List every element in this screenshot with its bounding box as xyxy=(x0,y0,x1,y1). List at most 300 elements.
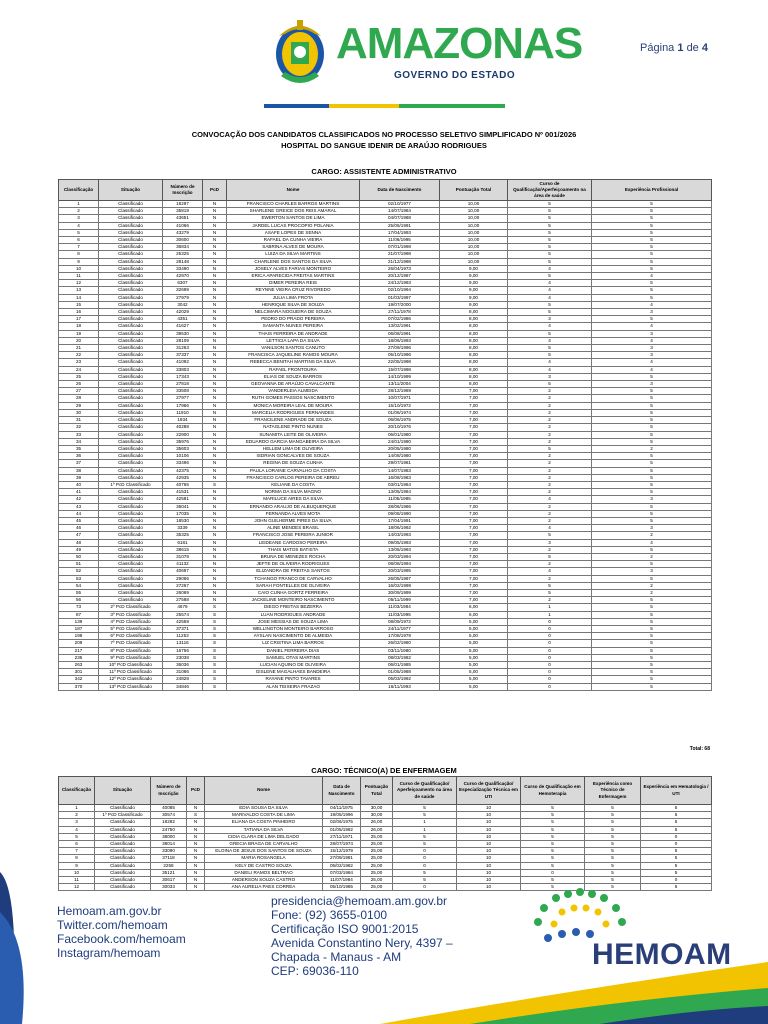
table-cell: N xyxy=(187,819,205,826)
table-cell: 13/02/1991 xyxy=(360,323,440,330)
table-cell: 10,00 xyxy=(440,251,508,258)
table-cell: 2 xyxy=(508,467,592,474)
table-cell: 5 xyxy=(521,826,585,833)
table-cell: 4 xyxy=(508,287,592,294)
table-cell: N xyxy=(203,525,227,532)
table-cell: ELOINA DE JESUS DOS SANTOS DE SOUZA xyxy=(205,848,323,855)
table-cell: N xyxy=(203,287,227,294)
table-cell: 8 xyxy=(59,855,95,862)
table-cell: 10,00 xyxy=(440,222,508,229)
table-cell: 0 xyxy=(508,676,592,683)
table-cell: 7,00 xyxy=(440,424,508,431)
table-row xyxy=(59,862,712,869)
table-cell: PEDRO DO PRADO PEREIRA xyxy=(227,316,360,323)
table-cell: 41066 xyxy=(163,222,203,229)
table-cell: 21 xyxy=(59,345,99,352)
table-cell: 31066 xyxy=(163,669,203,676)
table-cell: 5 xyxy=(592,633,712,640)
table-cell: 5 xyxy=(641,819,712,826)
table-cell: 87 xyxy=(59,611,99,618)
table-cell: 28148 xyxy=(163,258,203,265)
table-cell: CHARLENE DOS SANTOS DA SILVA xyxy=(227,258,360,265)
table-cell: 10 xyxy=(457,819,521,826)
table-cell: Classificado xyxy=(99,431,163,438)
table-row xyxy=(59,323,712,330)
table-cell: 9º PcD Classificado xyxy=(99,654,163,661)
table-cell: 5 xyxy=(393,869,457,876)
table-cell: 5 xyxy=(592,294,712,301)
table-cell: 2 xyxy=(508,388,592,395)
table-cell: Classificado xyxy=(99,453,163,460)
table-cell: Classificado xyxy=(99,323,163,330)
table-cell: 5 xyxy=(393,833,457,840)
table-cell: N xyxy=(203,503,227,510)
table-cell: 27588 xyxy=(163,597,203,604)
table-cell: JOHN GUILHERME PIRES DA SILVA xyxy=(227,517,360,524)
table-cell: 2 xyxy=(592,553,712,560)
table-cell: 30600 xyxy=(163,237,203,244)
footer-twitter[interactable]: Twitter.com/hemoam xyxy=(57,918,168,932)
table-cell: Classificado xyxy=(99,265,163,272)
footer-address: Avenida Constantino Nery, 4397 – xyxy=(271,936,453,950)
table-cell: Classificado xyxy=(95,805,151,812)
page-total: 4 xyxy=(701,42,708,54)
table-row xyxy=(59,496,712,503)
table-cell: N xyxy=(203,510,227,517)
table-cell: 18/06/1993 xyxy=(360,337,440,344)
table-cell: N xyxy=(203,373,227,380)
table-cell: 2 xyxy=(508,510,592,517)
table-cell: Classificado xyxy=(99,366,163,373)
column-header: Experiência Profissional xyxy=(592,180,712,201)
table-row xyxy=(59,273,712,280)
table-cell: 0 xyxy=(393,848,457,855)
table-row xyxy=(59,280,712,287)
table-cell: Classificado xyxy=(95,862,151,869)
table-cell: EDUARDO GARCIA MANGABEIRA DA SILVA xyxy=(227,438,360,445)
table-cell: 5 xyxy=(592,208,712,215)
table-cell: 18/06/1992 xyxy=(360,525,440,532)
table-cell: ALAN TEIXEIRA FRAZAO xyxy=(227,683,360,690)
table-row xyxy=(59,539,712,546)
table-row xyxy=(59,460,712,467)
table-cell: Classificado xyxy=(99,503,163,510)
table-cell: 7,00 xyxy=(440,395,508,402)
table-cell: VANDERLEIA ALMEIDA xyxy=(227,388,360,395)
table-cell: 34846 xyxy=(163,683,203,690)
table-cell: N xyxy=(187,833,205,840)
table-cell: 35976 xyxy=(163,438,203,445)
table-cell: 3 xyxy=(592,568,712,575)
table-cell: 01/05/1982 xyxy=(323,826,361,833)
table-cell: 51 xyxy=(59,561,99,568)
coat-of-arms-icon xyxy=(271,14,329,90)
footer-facebook[interactable]: Facebook.com/hemoam xyxy=(57,932,186,946)
table-cell: 18282 xyxy=(151,819,187,826)
table-row xyxy=(59,503,712,510)
table-cell: 20/10/1976 xyxy=(360,424,440,431)
table-cell: 13/11/2004 xyxy=(360,381,440,388)
table-cell: 25325 xyxy=(163,251,203,258)
table-cell: 5 xyxy=(508,222,592,229)
table-cell: 14/08/1980 xyxy=(360,453,440,460)
table-cell: 2 xyxy=(59,208,99,215)
table-cell: 5 xyxy=(592,265,712,272)
table-cell: MARILUCE AIRES DA SILVA xyxy=(227,496,360,503)
table-cell: 39530 xyxy=(163,330,203,337)
table-cell: N xyxy=(203,445,227,452)
table-cell: 11/03/1984 xyxy=(360,604,440,611)
table-cell: 5 xyxy=(592,647,712,654)
table-cell: RAYANE PINTO TAVARES xyxy=(227,676,360,683)
table-cell: N xyxy=(203,201,227,208)
table-cell: 25,00 xyxy=(361,869,393,876)
table-cell: 7,00 xyxy=(440,510,508,517)
table-cell: N xyxy=(203,395,227,402)
column-header: Nome xyxy=(205,777,323,805)
table-cell: 10 xyxy=(59,869,95,876)
table-cell: 4 xyxy=(508,294,592,301)
column-header: Situação xyxy=(95,777,151,805)
table-cell: 5 xyxy=(592,597,712,604)
footer-links xyxy=(57,904,186,960)
table-cell: 5 xyxy=(508,352,592,359)
table-cell: S xyxy=(187,812,205,819)
table-cell: KELIANE DA COSTA xyxy=(227,481,360,488)
table-cell: 5 xyxy=(592,662,712,669)
table-cell: 12 xyxy=(59,280,99,287)
table-cell: FRANCISCO JOSE PEREIRA JUNIOR xyxy=(227,532,360,539)
table-cell: 36041 xyxy=(163,503,203,510)
table-cell: 5 xyxy=(592,388,712,395)
table-cell: Classificado xyxy=(99,294,163,301)
table-cell: 5 xyxy=(592,280,712,287)
table-cell: 8º PcD Classificado xyxy=(99,647,163,654)
table-cell: 11 xyxy=(59,273,99,280)
page-of: de xyxy=(686,42,699,54)
table-cell: 21/12/1998 xyxy=(360,258,440,265)
table-cell: JARDEL LUCAS PROCOPIO POLANIA xyxy=(227,222,360,229)
table-cell: N xyxy=(203,539,227,546)
table-cell: THAIS FERREIRA DE ANDRADE xyxy=(227,330,360,337)
table-cell: 5,00 xyxy=(440,625,508,632)
table-cell: 2 xyxy=(508,453,592,460)
table-cell: 0 xyxy=(393,862,457,869)
table-cell: 16/11/1993 xyxy=(360,683,440,690)
table-cell: 35819 xyxy=(163,208,203,215)
table-cell: SABRINA ALVES DE MOURA xyxy=(227,244,360,251)
table-cell: 5 xyxy=(592,395,712,402)
table-cell: 2 xyxy=(508,438,592,445)
table-row xyxy=(59,330,712,337)
table-cell: 5 xyxy=(592,438,712,445)
column-header: Curso de Qualificação/ Aperfeiçoamento na área de saúde xyxy=(393,777,457,805)
table-cell: 5 xyxy=(641,812,712,819)
table-cell: 40697 xyxy=(163,568,203,575)
page-label: Página xyxy=(640,42,675,54)
table-cell: 3 xyxy=(592,381,712,388)
table-cell: N xyxy=(187,862,205,869)
table-cell: 0 xyxy=(641,833,712,840)
table-cell: 4 xyxy=(508,568,592,575)
table-cell: LUCIAN AQUINO DE OLIVEIRA xyxy=(227,662,360,669)
table-cell: 139 xyxy=(59,618,99,625)
table-cell: 7,00 xyxy=(440,474,508,481)
table-cell: MARIVALDO COSTA DE LIMA xyxy=(205,812,323,819)
table-cell: 26/05/1997 xyxy=(360,575,440,582)
table-cell: 10,00 xyxy=(440,237,508,244)
table-cell: Classificado xyxy=(99,553,163,560)
table-cell: 36036 xyxy=(163,662,203,669)
table-cell: 12 xyxy=(59,884,95,891)
table-cell: 05/10/1996 xyxy=(360,352,440,359)
table-cell: 0 xyxy=(393,884,457,891)
table-cell: 0 xyxy=(508,618,592,625)
table-cell: 36 xyxy=(59,453,99,460)
table-cell: RAFAEL FRONTOURA xyxy=(227,366,360,373)
table-cell: VANILSON SANTOS CANUTO xyxy=(227,345,360,352)
table-cell: 30/09/1999 xyxy=(360,589,440,596)
table-cell: GEOVANNA DE ARAÚJO CAVALCANTE xyxy=(227,381,360,388)
table-cell: N xyxy=(203,474,227,481)
table-cell: N xyxy=(203,467,227,474)
table-cell: 17/04/1991 xyxy=(360,517,440,524)
table-cell: Classificado xyxy=(99,287,163,294)
table-cell: MARCELIA RODRIGUES FERNANDES xyxy=(227,409,360,416)
table-cell: Classificado xyxy=(99,229,163,236)
table-cell: TATIANA DA SILVA xyxy=(205,826,323,833)
table-cell: 26/04/1973 xyxy=(360,265,440,272)
table-cell: 27977 xyxy=(163,395,203,402)
table-cell: 5 xyxy=(521,833,585,840)
table-cell: 7,00 xyxy=(440,431,508,438)
table-cell: N xyxy=(203,561,227,568)
footer-city: Chapada - Manaus - AM xyxy=(271,950,402,964)
table-cell: 01/05/1988 xyxy=(360,669,440,676)
column-header: Pontuação Total xyxy=(361,777,393,805)
table-cell: 4 xyxy=(592,301,712,308)
table-cell: 5,00 xyxy=(440,676,508,683)
table-cell: 5 xyxy=(641,855,712,862)
table-cell: 2 xyxy=(508,402,592,409)
table-cell: 2 xyxy=(508,409,592,416)
table-cell: 4679 xyxy=(163,604,203,611)
table-cell: 2 xyxy=(592,589,712,596)
table-cell: Classificado xyxy=(99,359,163,366)
table-cell: 30,00 xyxy=(361,812,393,819)
table-cell: Classificado xyxy=(95,826,151,833)
table-cell: 40288 xyxy=(163,424,203,431)
table-cell: N xyxy=(203,417,227,424)
table-cell: 2 xyxy=(592,582,712,589)
table-cell: 5 xyxy=(592,481,712,488)
table-cell: 27/09/1981 xyxy=(323,855,361,862)
table-cell: 10 xyxy=(457,855,521,862)
total-count: Total: 68 xyxy=(689,746,710,752)
table-cell: N xyxy=(203,251,227,258)
table-cell: 5 xyxy=(585,826,641,833)
table-cell: 11/05/1985 xyxy=(360,496,440,503)
table-cell: 18297 xyxy=(163,201,203,208)
table-cell: 38000 xyxy=(151,833,187,840)
table-cell: Classificado xyxy=(99,345,163,352)
table-cell: Classificado xyxy=(99,373,163,380)
table-cell: N xyxy=(203,532,227,539)
table-cell: FRANCISCA JAQUELINE RAMOS MOURA xyxy=(227,352,360,359)
table-row xyxy=(59,589,712,596)
table-cell: 5,00 xyxy=(440,662,508,669)
column-header: Número de Inscrição xyxy=(151,777,187,805)
table-cell: 5 xyxy=(592,575,712,582)
table-cell: Classificado xyxy=(99,539,163,546)
table-row xyxy=(59,294,712,301)
table-cell: 10 xyxy=(457,862,521,869)
table-cell: 43279 xyxy=(163,229,203,236)
table-cell: 13 xyxy=(59,287,99,294)
table-cell: 5 xyxy=(592,654,712,661)
table-cell: 20 xyxy=(59,337,99,344)
table-cell: 9 xyxy=(59,258,99,265)
table-cell: 16/08/1983 xyxy=(360,474,440,481)
table-cell: 5 xyxy=(521,884,585,891)
table-cell: Classificado xyxy=(99,251,163,258)
table-cell: Classificado xyxy=(99,568,163,575)
table-cell: 22 xyxy=(59,352,99,359)
table-cell: 41627 xyxy=(163,323,203,330)
table-cell: FRANCILENE ANDRADE DE SOUZA xyxy=(227,417,360,424)
table-cell: S xyxy=(203,618,227,625)
table-cell: N xyxy=(203,316,227,323)
table-cell: 4 xyxy=(592,337,712,344)
table-cell: ERNANDO ARAUJO DE ALBUQUERQUE xyxy=(227,503,360,510)
table-row xyxy=(59,683,712,690)
table-cell: 5 xyxy=(592,258,712,265)
table-cell: 8,00 xyxy=(440,359,508,366)
table-cell: 15/12/1979 xyxy=(323,848,361,855)
table-cell: 5,00 xyxy=(440,683,508,690)
table-cell: FRANCISCO CARLOS PEREIRA DE ABREU xyxy=(227,474,360,481)
table-cell: Classificado xyxy=(95,877,151,884)
table-cell: Classificado xyxy=(95,869,151,876)
table-cell: 5 xyxy=(521,862,585,869)
table-cell: 7,00 xyxy=(440,582,508,589)
table-row xyxy=(59,229,712,236)
table-cell: 4 xyxy=(592,323,712,330)
table-cell: 5 xyxy=(393,812,457,819)
table-cell: N xyxy=(187,841,205,848)
table-cell: 5 xyxy=(585,833,641,840)
table-cell: 2 xyxy=(592,445,712,452)
table-cell: 14 xyxy=(59,294,99,301)
section-title-admin: CARGO: ASSISTENTE ADMINISTRATIVO xyxy=(311,167,457,176)
table-cell: N xyxy=(203,402,227,409)
footer-website[interactable]: Hemoam.am.gov.br xyxy=(57,904,162,918)
table-cell: SARAH FONTELLES DE OLIVEIRA xyxy=(227,582,360,589)
table-cell: 15/07/1998 xyxy=(360,366,440,373)
table-cell: N xyxy=(203,597,227,604)
table-cell: N xyxy=(187,826,205,833)
table-cell: 6181 xyxy=(163,539,203,546)
table-cell: 5 xyxy=(592,316,712,323)
table-cell: 5 xyxy=(592,229,712,236)
table-cell: 17966 xyxy=(163,402,203,409)
table-cell: Classificado xyxy=(95,848,151,855)
table-cell: 27267 xyxy=(163,582,203,589)
table-cell: 6 xyxy=(59,237,99,244)
table-cell: 5 xyxy=(592,417,712,424)
table-cell: 6,00 xyxy=(440,604,508,611)
section-title-nursing: CARGO: TÉCNICO(A) DE ENFERMAGEM xyxy=(311,766,457,775)
table-row xyxy=(59,640,712,647)
table-cell: 5 xyxy=(521,805,585,812)
table-row xyxy=(59,345,712,352)
table-cell: 42 xyxy=(59,496,99,503)
table-cell: 9,00 xyxy=(440,301,508,308)
table-cell: Classificado xyxy=(99,496,163,503)
table-cell: ERICA APARECIDA FREITAS MARTINS xyxy=(227,273,360,280)
column-header: Pontuação Total xyxy=(440,180,508,201)
table-cell: 5 xyxy=(585,848,641,855)
table-cell: 5 xyxy=(585,855,641,862)
table-cell: 33090 xyxy=(151,848,187,855)
table-cell: 10 xyxy=(457,877,521,884)
table-cell: 02/10/1994 xyxy=(360,287,440,294)
table-row xyxy=(59,215,712,222)
table-cell: 209 xyxy=(59,640,99,647)
table-cell: 5 xyxy=(592,604,712,611)
table-cell: 3 xyxy=(592,345,712,352)
table-cell: 22/05/1998 xyxy=(360,359,440,366)
table-cell: 41 xyxy=(59,489,99,496)
table-cell: N xyxy=(203,589,227,596)
table-cell: N xyxy=(203,438,227,445)
table-cell: 28/06/1986 xyxy=(360,503,440,510)
table-cell: 1 xyxy=(393,819,457,826)
table-cell: 35325 xyxy=(163,532,203,539)
table-cell: N xyxy=(203,409,227,416)
table-cell: 01/03/1997 xyxy=(360,294,440,301)
table-cell: 45 xyxy=(59,517,99,524)
footer-email[interactable]: presidencia@hemoam.am.gov.br xyxy=(271,894,448,908)
table-cell: 10º PcD Classificado xyxy=(99,662,163,669)
table-cell: 1934 xyxy=(163,417,203,424)
footer-contact xyxy=(271,894,453,978)
table-cell: 10/07/1971 xyxy=(360,395,440,402)
table-row xyxy=(59,647,712,654)
footer-instagram[interactable]: Instagram/hemoam xyxy=(57,946,161,960)
table-cell: 24/01/1980 xyxy=(360,438,440,445)
table-cell: 19/07/2000 xyxy=(360,301,440,308)
table-cell: 12º PcD Classificado xyxy=(99,676,163,683)
table-cell: 0 xyxy=(641,877,712,884)
table-cell: 5 xyxy=(592,676,712,683)
table-cell: 5 xyxy=(508,244,592,251)
table-cell: 7,00 xyxy=(440,561,508,568)
table-cell: 03/01/1984 xyxy=(360,481,440,488)
table-cell: 16/02/1999 xyxy=(360,582,440,589)
table-cell: Classificado xyxy=(99,273,163,280)
table-cell: 5 xyxy=(521,841,585,848)
table-row xyxy=(59,597,712,604)
table-cell: Classificado xyxy=(95,855,151,862)
table-cell: N xyxy=(203,337,227,344)
table-cell: 20/12/1987 xyxy=(360,273,440,280)
table-cell: 5 xyxy=(508,229,592,236)
table-cell: 02/10/1977 xyxy=(360,201,440,208)
table-cell: 15/10/1972 xyxy=(360,402,440,409)
table-cell: 42375 xyxy=(163,467,203,474)
table-cell: 10,00 xyxy=(440,258,508,265)
